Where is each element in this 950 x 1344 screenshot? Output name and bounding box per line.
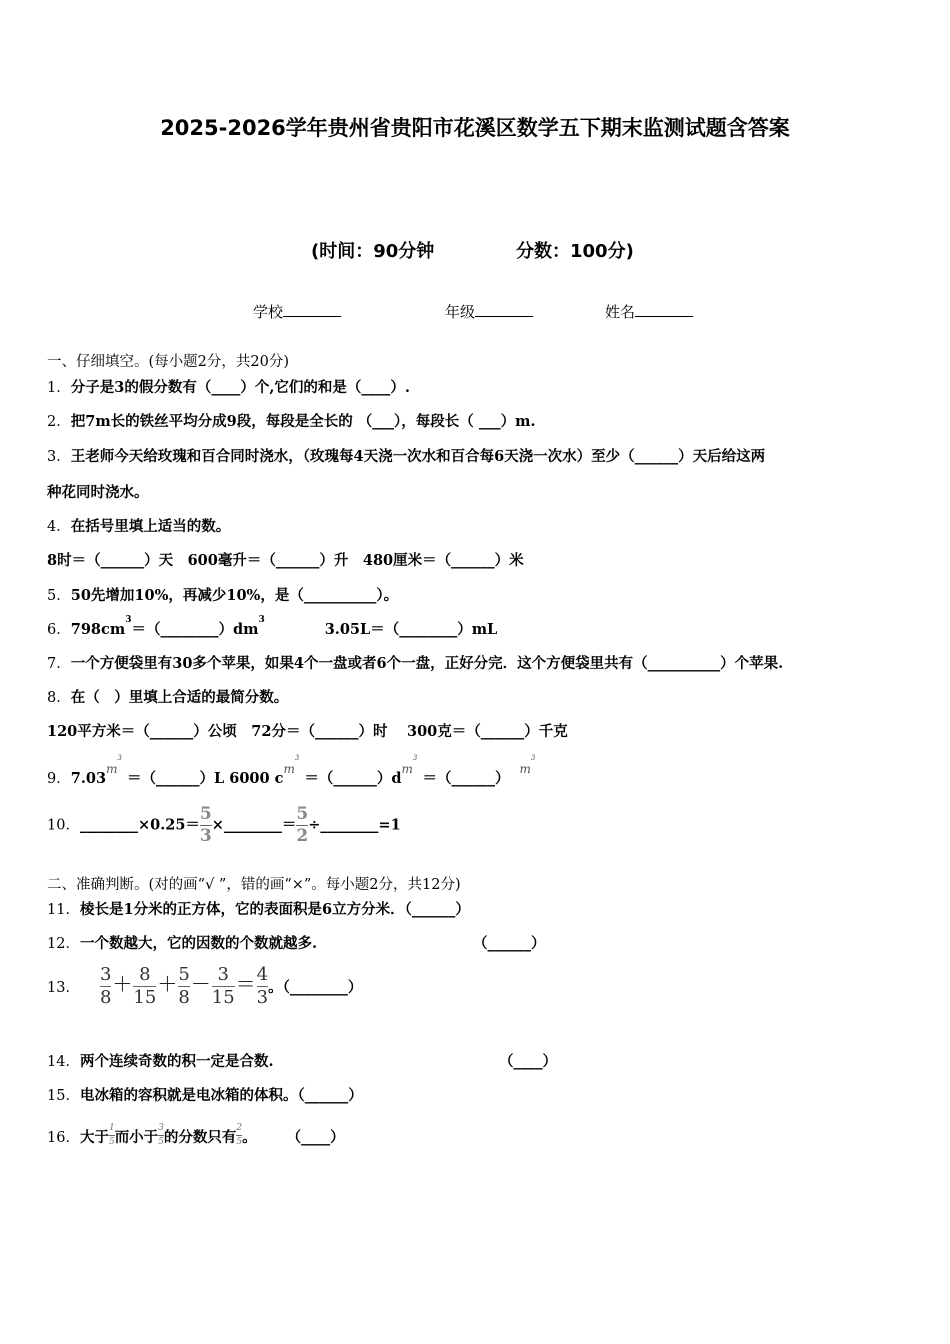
fraction: $\frac{5}{2}$ — [296, 804, 309, 846]
question-7 — [47, 652, 783, 673]
fraction: $\frac{3}{15}$ — [211, 964, 235, 1008]
q-number: 15． — [47, 1088, 80, 1104]
section-1-heading: 一、仔细填空。(每小题2分，共20分) — [47, 354, 289, 370]
q16-d: 。 — [242, 1129, 257, 1146]
question-2 — [47, 410, 536, 431]
q16-c: 的分数只有 — [163, 1129, 237, 1146]
unit-m3: m3 — [283, 754, 300, 776]
q-number: 14． — [47, 1054, 80, 1070]
unit-m3: m3 — [106, 754, 122, 776]
q16-b: 而小于 — [114, 1129, 159, 1146]
name-field — [605, 301, 693, 322]
name-label: 姓名 — [605, 303, 636, 321]
q-number: 2． — [47, 414, 71, 430]
fraction: $\frac{4}{3}$ — [256, 964, 269, 1008]
question-4 — [47, 515, 230, 536]
question-8 — [47, 686, 288, 707]
operator: ＝ — [235, 971, 256, 996]
q10-a: ________×0.25＝ — [79, 816, 200, 834]
q-number: 16． — [47, 1130, 80, 1146]
question-5 — [47, 584, 398, 605]
q-number: 8． — [47, 690, 71, 706]
question-6 — [47, 615, 498, 639]
q16-a: 大于 — [79, 1129, 109, 1146]
q16-blank: （____） — [286, 1129, 345, 1146]
question-16 — [47, 1124, 345, 1147]
question-12-blank: （______） — [473, 935, 546, 952]
grade-field — [445, 301, 533, 322]
q-number: 5． — [47, 588, 71, 604]
exam-score: 分数：100分) — [516, 241, 634, 262]
q-number: 13． — [47, 980, 80, 996]
fraction: $\frac{5}{3}$ — [199, 804, 212, 846]
question-12 — [47, 932, 317, 953]
q9-d: ＝（______） — [422, 770, 510, 787]
question-13 — [47, 966, 362, 1007]
q10-c: ÷________=1 — [308, 816, 401, 834]
q-text: 一个方便袋里有30多个苹果，如果4个一盘或者6个一盘，正好分完．这个方便袋里共有（__________）个苹果. — [70, 655, 784, 672]
fraction: $\frac{3}{8}$ — [99, 964, 112, 1008]
q-number: 9． — [47, 771, 71, 787]
q13-end: 。（________） — [268, 979, 363, 996]
exam-time: (时间：90分钟 — [311, 241, 435, 262]
question-9 — [47, 754, 536, 788]
operator: － — [190, 971, 211, 996]
unit-m3: m3 — [401, 754, 418, 776]
section-2-heading: 二、准确判断。(对的画“√ ”，错的画“×”。每小题2分，共12分) — [47, 877, 461, 893]
q-number: 10． — [47, 817, 80, 834]
question-8-line: 120平方米＝（______）公顷 72分＝（______）时 300克＝（______）千克 — [47, 723, 568, 740]
fraction: $\frac{8}{15}$ — [133, 964, 157, 1008]
q6-a: 798cm — [70, 621, 126, 638]
q-number: 7． — [47, 656, 71, 672]
q10-b: ×________＝ — [211, 816, 297, 834]
question-14 — [47, 1050, 274, 1071]
q6-sup2: 3 — [258, 615, 265, 625]
question-15 — [47, 1084, 363, 1105]
fraction: $\frac{5}{8}$ — [178, 964, 190, 1008]
q9-a: 7.03 — [70, 770, 107, 787]
q-number: 4． — [47, 519, 71, 535]
operator: ＋ — [157, 971, 178, 996]
question-3-cont: 种花同时浇水。 — [47, 484, 149, 501]
operator: ＋ — [112, 971, 133, 996]
name-blank[interactable] — [635, 302, 693, 317]
q9-b: ＝（______）L 6000 c — [126, 770, 284, 787]
q6-c: 3.05L＝（________）mL — [324, 621, 498, 638]
fraction: $\frac{2}{5}$ — [236, 1123, 243, 1147]
q-text: 50先增加10%，再减少10%，是（__________）。 — [70, 587, 399, 604]
fraction: $\frac{1}{5}$ — [108, 1123, 115, 1147]
q-number: 12． — [47, 936, 80, 952]
question-1 — [47, 376, 410, 397]
school-blank[interactable] — [283, 302, 341, 317]
grade-blank[interactable] — [475, 302, 533, 317]
question-10 — [47, 806, 401, 845]
q-text: 两个连续奇数的积一定是合数. — [79, 1053, 274, 1070]
q-text: 一个数越大，它的因数的个数就越多. — [79, 935, 317, 952]
q6-sup: 3 — [125, 615, 132, 625]
q-text: 电冰箱的容积就是电冰箱的体积。（______） — [79, 1087, 363, 1104]
q-text: 在括号里填上适当的数。 — [70, 518, 231, 535]
q-number: 6． — [47, 622, 71, 638]
document-title: 2025-2026学年贵州省贵阳市花溪区数学五下期末监测试题含答案 — [160, 116, 790, 140]
fraction: $\frac{3}{5}$ — [158, 1123, 164, 1147]
question-14-blank: （____） — [499, 1053, 557, 1070]
q-number: 11． — [47, 902, 80, 918]
q-number: 1． — [47, 380, 71, 396]
q-text: 把7m长的铁丝平均分成9段，每段是全长的 （___），每段长（ ___）m. — [70, 413, 536, 430]
q-text: 王老师今天给玫瑰和百合同时浇水，（玫瑰每4天浇一次水和百合每6天浇一次水）至少（______）天后给这两 — [70, 448, 766, 465]
school-field — [253, 301, 341, 322]
q-text: 棱长是1分米的正方体，它的表面积是6立方分米．（______） — [79, 901, 470, 918]
q-number: 3． — [47, 449, 71, 465]
q-text: 在（ ）里填上合适的最简分数。 — [70, 689, 289, 706]
grade-label: 年级 — [445, 303, 476, 321]
unit-m3: m3 — [519, 754, 536, 776]
question-11 — [47, 898, 470, 919]
q9-c: ＝（______）d — [304, 770, 402, 787]
q-text: 分子是3的假分数有（____）个,它们的和是（____）. — [70, 379, 410, 396]
q6-b: ＝（________）dm — [131, 621, 259, 638]
question-4-line: 8时＝（______）天 600毫升＝（______）升 480厘米＝（______）米 — [47, 552, 524, 569]
school-label: 学校 — [253, 303, 284, 321]
question-3 — [47, 445, 765, 466]
